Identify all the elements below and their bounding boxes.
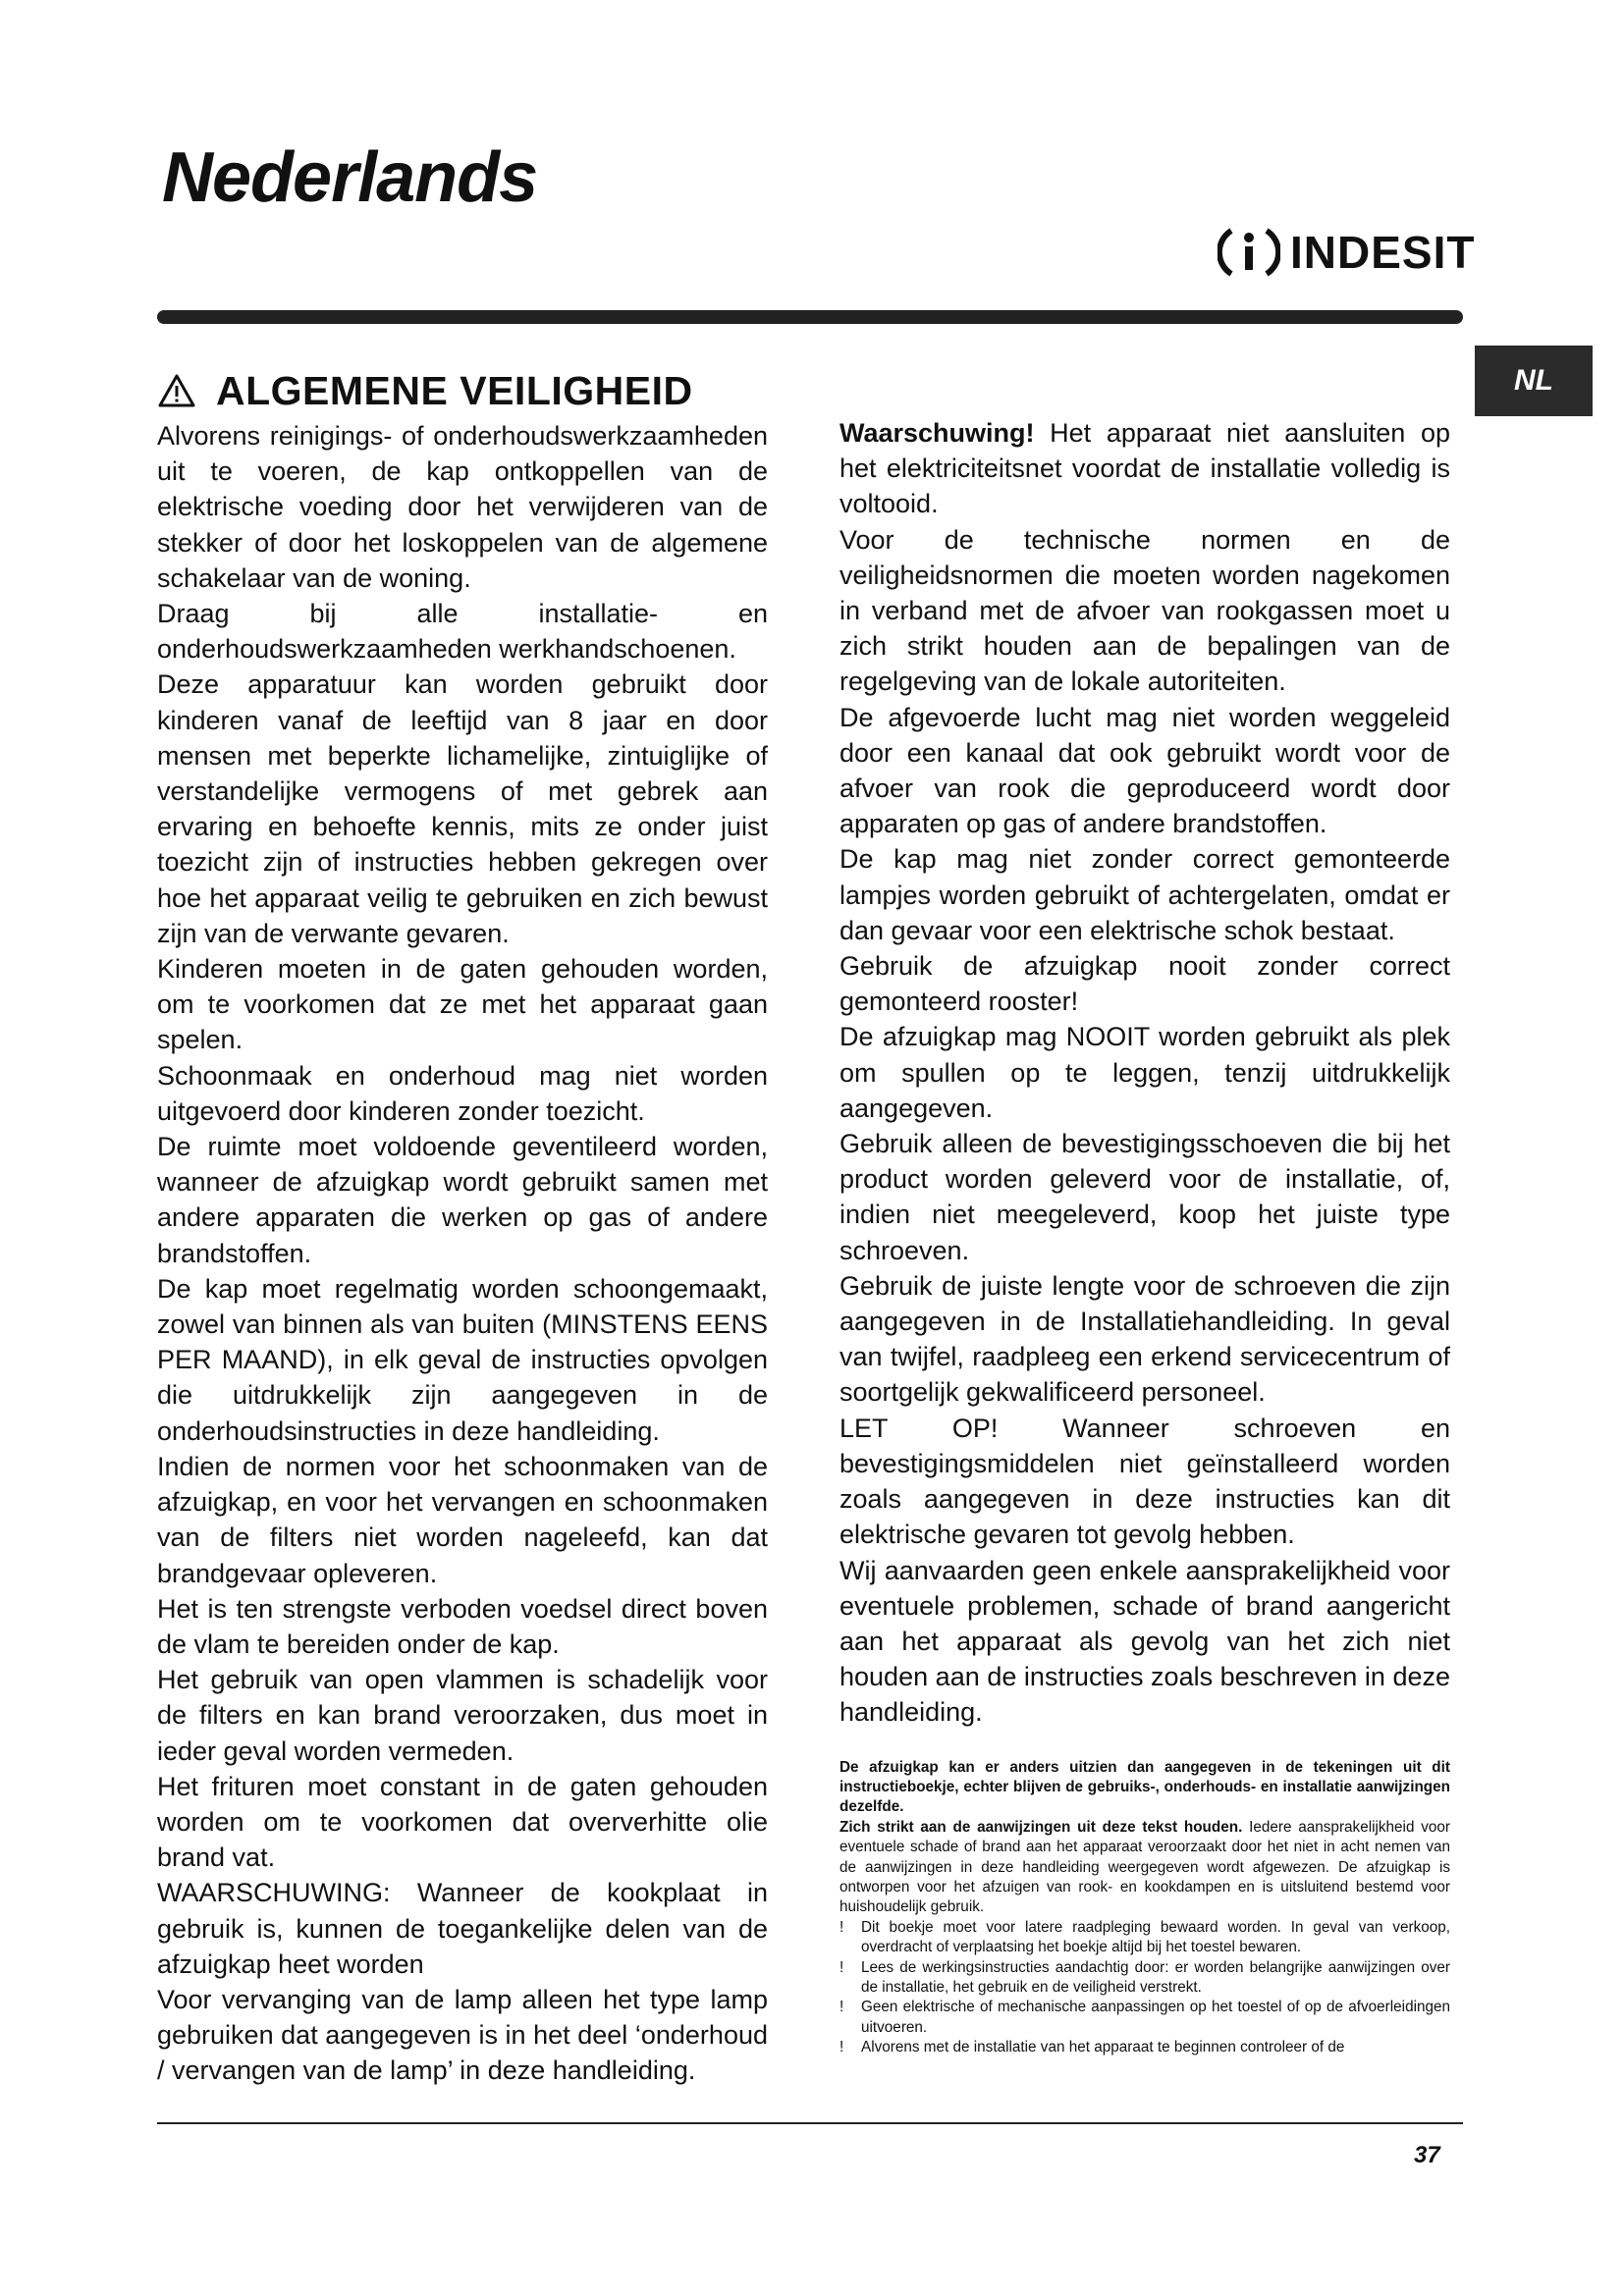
bullet-mark: ! (839, 1999, 844, 2016)
bullet-mark: ! (839, 1958, 844, 1976)
note-bullet (839, 1998, 1450, 2038)
note-bold: De afzuigkap kan er anders uitzien dan aangegeven in de tekeningen uit dit instructieboekje, echter blijven de gebruiks-, onderhouds- en installatie aanwijzingen dezelfde. (839, 1758, 1450, 1816)
paragraph: WAARSCHUWING: Wanneer de kookplaat in gebruik is, kunnen de toegankelijke delen van de afzuigkap heet worden (157, 1878, 768, 1979)
paragraph: Het frituren moet constant in de gaten gehouden worden om te voorkomen dat oververhitte olie brand vat. (157, 1771, 768, 1873)
paragraph: LET OP! Wanneer schroeven en bevestigingsmiddelen niet geïnstalleerd worden zoals aangegeven in deze instructies kan dit elektrische gevaren tot gevolg hebben. (839, 1413, 1450, 1550)
paragraph: Schoonmaak en onderhoud mag niet worden uitgevoerd door kinderen zonder toezicht. (157, 1060, 768, 1126)
paragraph: Indien de normen voor het schoonmaken van de afzuigkap, en voor het vervangen en schoonmaken van de filters niet worden nageleefd, kan dat brandgevaar opleveren. (157, 1451, 768, 1588)
page-number: 37 (1414, 2142, 1440, 2168)
page-language-title: Nederlands (162, 138, 538, 217)
note-lead (839, 1818, 1450, 1918)
section-header (157, 365, 768, 416)
note-lead-bold: Zich strikt aan de aanwijzingen uit deze tekst houden. (839, 1818, 1243, 1836)
left-column (157, 365, 768, 2089)
warning-paragraph (839, 415, 1450, 522)
paragraph: Gebruik de afzuigkap nooit zonder correct gemonteerd rooster! (839, 951, 1450, 1017)
warning-label: Waarschuwing! (839, 418, 1035, 448)
paragraph: Wij aanvaarden geen enkele aansprakelijkheid voor eventuele problemen, schade of brand aangericht aan het apparaat als gevolg van het zich niet houden aan de instructies zoals beschreven in deze handleiding. (839, 1555, 1450, 1728)
paragraph: De kap mag niet zonder correct gemonteerde lampjes worden gebruikt of achtergelaten, omdat er dan gevaar voor een elektrische schok bestaat. (839, 844, 1450, 945)
paragraph: Gebruik de juiste lengte voor de schroeven die zijn aangegeven in de Installatiehandleiding. In geval van twijfel, raadpleeg een erkend servicecentrum of soortgelijk gekwalificeerd personeel. (839, 1270, 1450, 1408)
right-column (839, 415, 1450, 2058)
language-tab: NL (1475, 346, 1593, 416)
paragraph: Gebruik alleen de bevestigingsschoeven die bij het product worden geleverd voor de installatie, of, indien niet meegeleverd, koop het juiste type schroeven. (839, 1129, 1450, 1265)
paragraph: De ruimte moet voldoende geventileerd worden, wanneer de afzuigkap wordt gebruikt samen met andere apparaten die werken op gas of andere brandstoffen. (157, 1132, 768, 1268)
header-divider (157, 310, 1463, 324)
section-title: ALGEMENE VEILIGHEID (216, 367, 693, 413)
paragraph: De afgevoerde lucht mag niet worden weggeleid door een kanaal dat ook gebruikt wordt voor de afvoer van rook die geproduceerd wordt door apparaten op gas of andere brandstoffen. (839, 702, 1450, 839)
bullet-text: Lees de werkingsinstructies aandachtig door: er worden belangrijke aanwijzingen over de installatie, het gebruik en de veiligheid verstrekt. (861, 1958, 1450, 1996)
paragraph: Het is ten strengste verboden voedsel direct boven de vlam te bereiden onder de kap. (157, 1593, 768, 1659)
warning-triangle-icon (157, 373, 196, 408)
bullet-mark: ! (839, 1918, 844, 1936)
indesit-logo (1218, 218, 1475, 287)
paragraph: Voor vervanging van de lamp alleen het type lamp gebruiken dat aangegeven is in het deel ‘onderhoud / vervangen van de lamp’ in deze handleiding. (157, 1984, 768, 2086)
bullet-text: Alvorens met de installatie van het apparaat te beginnen controleer of de (861, 2039, 1345, 2056)
paragraph: Deze apparatuur kan worden gebruikt door kinderen vanaf de leeftijd van 8 jaar en door mensen met beperkte lichamelijke, zintuiglijke of verstandelijke vermogens of met gebrek aan ervaring en behoefte kennis, mits ze onder juist toezicht zijn of instructies hebben gekregen over hoe het apparaat veilig te gebruiken en zich bewust zijn van de verwante gevaren. (157, 669, 768, 948)
paragraph: Kinderen moeten in de gaten gehouden worden, om te voorkomen dat ze met het apparaat gaan spelen. (157, 954, 768, 1055)
note-bullet (839, 2038, 1450, 2057)
logo-wordmark: INDESIT (1290, 227, 1476, 278)
paragraph: Alvorens reinigings- of onderhoudswerkzaamheden uit te voeren, de kap ontkoppellen van de elektrische voeding door het verwijderen van de stekker of door het loskoppelen van de algemene schakelaar van de woning. (157, 421, 768, 593)
paragraph: Draag bij alle installatie- en onderhoudswerkzaamheden werkhandschoenen. (157, 599, 768, 665)
note-lead-text: Iedere aansprakelijkheid voor eventuele schade of brand aan het apparaat veroorzaakt door het niet in acht nemen van de aanwijzingen in deze handleiding weergegeven wordt afgewezen. De afzuigkap is ontworpen voor het afzuigen van rook- en kookdampen en is uitsluitend bestemd voor huishoudelijk gebruik. (839, 1818, 1450, 1916)
paragraph: De afzuigkap mag NOOIT worden gebruikt als plek om spullen op te leggen, tenzij uitdrukkelijk aangegeven. (839, 1022, 1450, 1123)
bullet-text: Geen elektrische of mechanische aanpassingen op het toestel of op de afvoerleidingen uitvoeren. (861, 1999, 1450, 2036)
fine-print-notes (839, 1758, 1450, 2058)
note-bullet (839, 1958, 1450, 1999)
note-bullet (839, 1918, 1450, 1958)
warning-text: Het apparaat niet aansluiten op het elektriciteitsnet voordat de installatie volledig is voltooid. (839, 418, 1450, 519)
logo-circle-i-icon (1218, 221, 1280, 284)
bullet-mark: ! (839, 2039, 844, 2056)
paragraph: Voor de technische normen en de veiligheidsnormen die moeten worden nagekomen in verband met de afvoer van rookgassen moet u zich strikt houden aan de bepalingen van de regelgeving van de lokale autoriteiten. (839, 524, 1450, 697)
bullet-text: Dit boekje moet voor latere raadpleging bewaard worden. In geval van verkoop, overdracht of verplaatsing het boekje altijd bij het toestel bewaren. (861, 1918, 1450, 1956)
paragraph: De kap moet regelmatig worden schoongemaakt, zowel van binnen als van buiten (MINSTENS EENS PER MAAND), in elk geval de instructies opvolgen die uitdrukkelijk zijn aangegeven in de onderhoudsinstructies in deze handleiding. (157, 1273, 768, 1446)
paragraph: Het gebruik van open vlammen is schadelijk voor de filters en kan brand veroorzaken, dus moet in ieder geval worden vermeden. (157, 1665, 768, 1766)
footer-divider (157, 2122, 1463, 2124)
